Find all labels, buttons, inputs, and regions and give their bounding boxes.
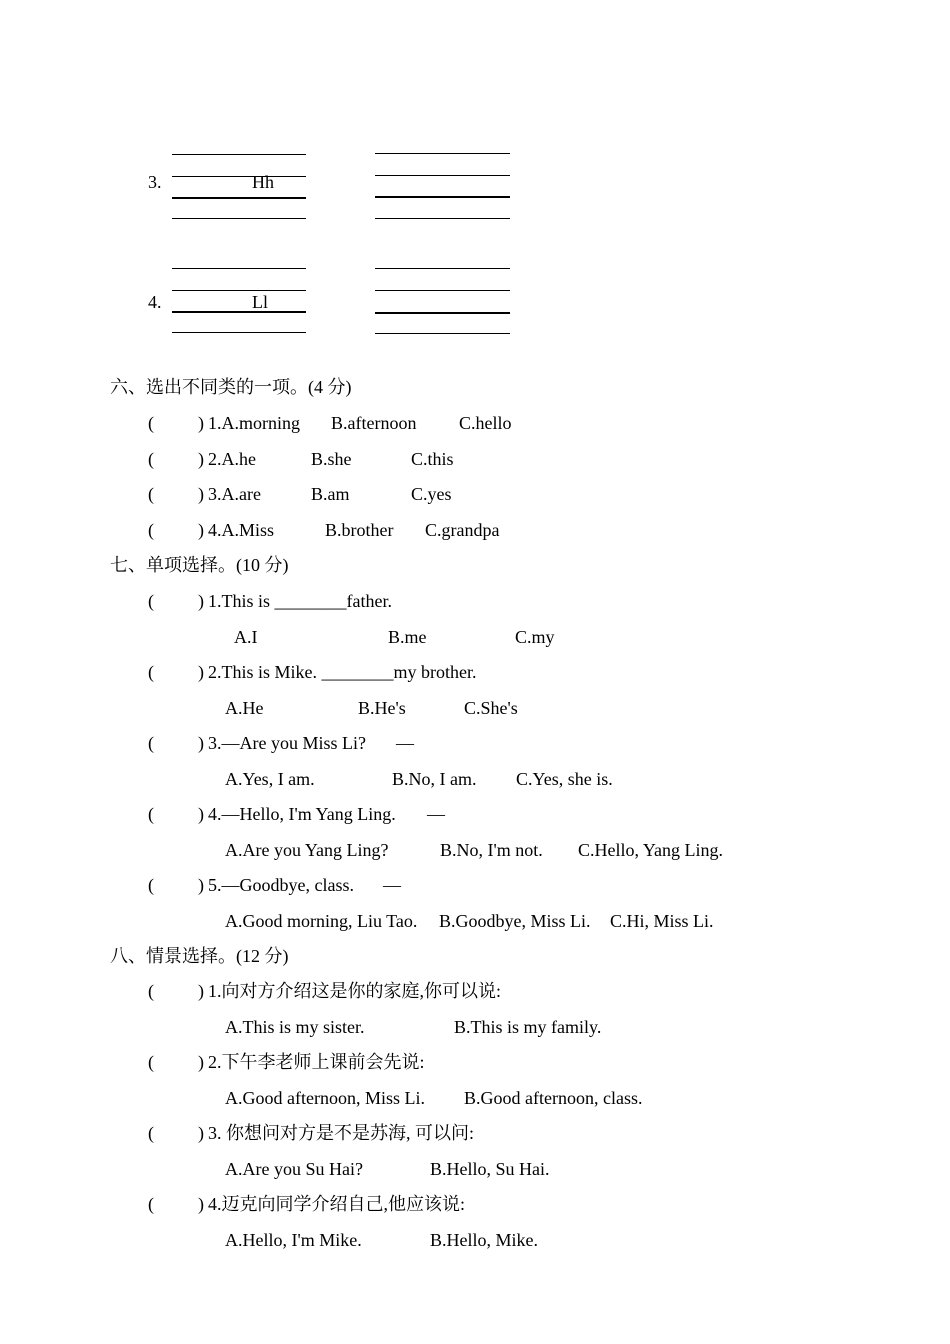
option-a: A.Good morning, Liu Tao. bbox=[225, 911, 418, 931]
option-a: A.Are you Su Hai? bbox=[225, 1159, 363, 1179]
answer-paren-close: ) bbox=[198, 449, 204, 469]
question-stem: 3.A.are bbox=[208, 484, 261, 504]
question-stem: 2.A.he bbox=[208, 449, 256, 469]
option-b: B.me bbox=[388, 627, 427, 647]
answer-paren-open[interactable]: ( bbox=[148, 520, 154, 540]
question-stem: 4.—Hello, I'm Yang Ling. bbox=[208, 804, 396, 824]
answer-paren-open[interactable]: ( bbox=[148, 662, 154, 682]
section-title: 七、单项选择。(10 分) bbox=[110, 555, 289, 575]
answer-paren-close: ) bbox=[198, 662, 204, 682]
writing-line bbox=[172, 268, 306, 269]
answer-paren-close: ) bbox=[198, 804, 204, 824]
option-c: C.She's bbox=[464, 698, 518, 718]
option-a: A.This is my sister. bbox=[225, 1017, 365, 1037]
writing-line bbox=[375, 175, 510, 176]
answer-paren-close: ) bbox=[198, 1052, 204, 1072]
writing-letter: Ll bbox=[252, 292, 268, 312]
answer-paren-close: ) bbox=[198, 875, 204, 895]
question-stem: 5.—Goodbye, class. bbox=[208, 875, 354, 895]
option-b: B.This is my family. bbox=[454, 1017, 602, 1037]
option-a: A.He bbox=[225, 698, 264, 718]
question-stem: 3.—Are you Miss Li? bbox=[208, 733, 366, 753]
answer-paren-close: ) bbox=[198, 1123, 204, 1143]
answer-paren-open[interactable]: ( bbox=[148, 804, 154, 824]
writing-line bbox=[375, 218, 510, 219]
question-stem: 4.迈克向同学介绍自己,他应该说: bbox=[208, 1194, 465, 1214]
option-c: C.yes bbox=[411, 484, 452, 504]
option-b: B.Hello, Mike. bbox=[430, 1230, 538, 1250]
option-b: B.she bbox=[311, 449, 352, 469]
answer-paren-open[interactable]: ( bbox=[148, 413, 154, 433]
writing-line bbox=[172, 218, 306, 219]
option-c: C.Hi, Miss Li. bbox=[610, 911, 714, 931]
writing-line bbox=[172, 332, 306, 333]
writing-line bbox=[375, 290, 510, 291]
answer-paren-close: ) bbox=[198, 591, 204, 611]
option-b: B.am bbox=[311, 484, 350, 504]
answer-paren-close: ) bbox=[198, 484, 204, 504]
writing-line bbox=[375, 333, 510, 334]
option-b: B.No, I am. bbox=[392, 769, 477, 789]
answer-paren-close: ) bbox=[198, 520, 204, 540]
question-stem: 1.This is ________father. bbox=[208, 591, 392, 611]
option-b: B.brother bbox=[325, 520, 394, 540]
option-a: A.Are you Yang Ling? bbox=[225, 840, 389, 860]
writing-line bbox=[172, 154, 306, 155]
option-b: B.No, I'm not. bbox=[440, 840, 543, 860]
option-a: A.Yes, I am. bbox=[225, 769, 315, 789]
answer-paren-open[interactable]: ( bbox=[148, 1052, 154, 1072]
question-stem: 2.This is Mike. ________my brother. bbox=[208, 662, 477, 682]
writing-line bbox=[172, 290, 306, 291]
option-b: B.Hello, Su Hai. bbox=[430, 1159, 550, 1179]
writing-baseline bbox=[375, 196, 510, 198]
reply-dash: — bbox=[427, 804, 445, 824]
answer-paren-open[interactable]: ( bbox=[148, 484, 154, 504]
answer-paren-close: ) bbox=[198, 733, 204, 753]
answer-paren-open[interactable]: ( bbox=[148, 1194, 154, 1214]
answer-paren-close: ) bbox=[198, 981, 204, 1001]
section-title: 六、选出不同类的一项。(4 分) bbox=[110, 377, 352, 397]
option-b: B.Goodbye, Miss Li. bbox=[439, 911, 591, 931]
reply-dash: — bbox=[383, 875, 401, 895]
writing-number: 3. bbox=[148, 172, 162, 192]
question-stem: 1.A.morning bbox=[208, 413, 300, 433]
option-a: A.Hello, I'm Mike. bbox=[225, 1230, 362, 1250]
option-b: B.He's bbox=[358, 698, 406, 718]
question-stem: 2.下午李老师上课前会先说: bbox=[208, 1052, 425, 1072]
option-b: B.afternoon bbox=[331, 413, 417, 433]
answer-paren-open[interactable]: ( bbox=[148, 981, 154, 1001]
option-c: C.my bbox=[515, 627, 555, 647]
writing-letter: Hh bbox=[252, 172, 274, 192]
question-stem: 4.A.Miss bbox=[208, 520, 275, 540]
option-a: A.Good afternoon, Miss Li. bbox=[225, 1088, 425, 1108]
section-title: 八、情景选择。(12 分) bbox=[110, 946, 289, 966]
writing-line bbox=[375, 268, 510, 269]
option-c: C.hello bbox=[459, 413, 512, 433]
answer-paren-open[interactable]: ( bbox=[148, 591, 154, 611]
writing-line bbox=[375, 153, 510, 154]
writing-line bbox=[172, 176, 306, 177]
answer-paren-open[interactable]: ( bbox=[148, 1123, 154, 1143]
option-c: C.Yes, she is. bbox=[516, 769, 613, 789]
answer-paren-open[interactable]: ( bbox=[148, 733, 154, 753]
answer-paren-open[interactable]: ( bbox=[148, 449, 154, 469]
option-c: C.Hello, Yang Ling. bbox=[578, 840, 724, 860]
option-b: B.Good afternoon, class. bbox=[464, 1088, 643, 1108]
reply-dash: — bbox=[396, 733, 414, 753]
option-c: C.this bbox=[411, 449, 454, 469]
writing-baseline bbox=[375, 312, 510, 314]
answer-paren-close: ) bbox=[198, 1194, 204, 1214]
answer-paren-close: ) bbox=[198, 413, 204, 433]
option-a: A.I bbox=[234, 627, 258, 647]
answer-paren-open[interactable]: ( bbox=[148, 875, 154, 895]
writing-baseline bbox=[172, 197, 306, 199]
writing-number: 4. bbox=[148, 292, 162, 312]
writing-baseline bbox=[172, 311, 306, 313]
question-stem: 1.向对方介绍这是你的家庭,你可以说: bbox=[208, 981, 501, 1001]
option-c: C.grandpa bbox=[425, 520, 500, 540]
question-stem: 3. 你想问对方是不是苏海, 可以问: bbox=[208, 1123, 474, 1143]
